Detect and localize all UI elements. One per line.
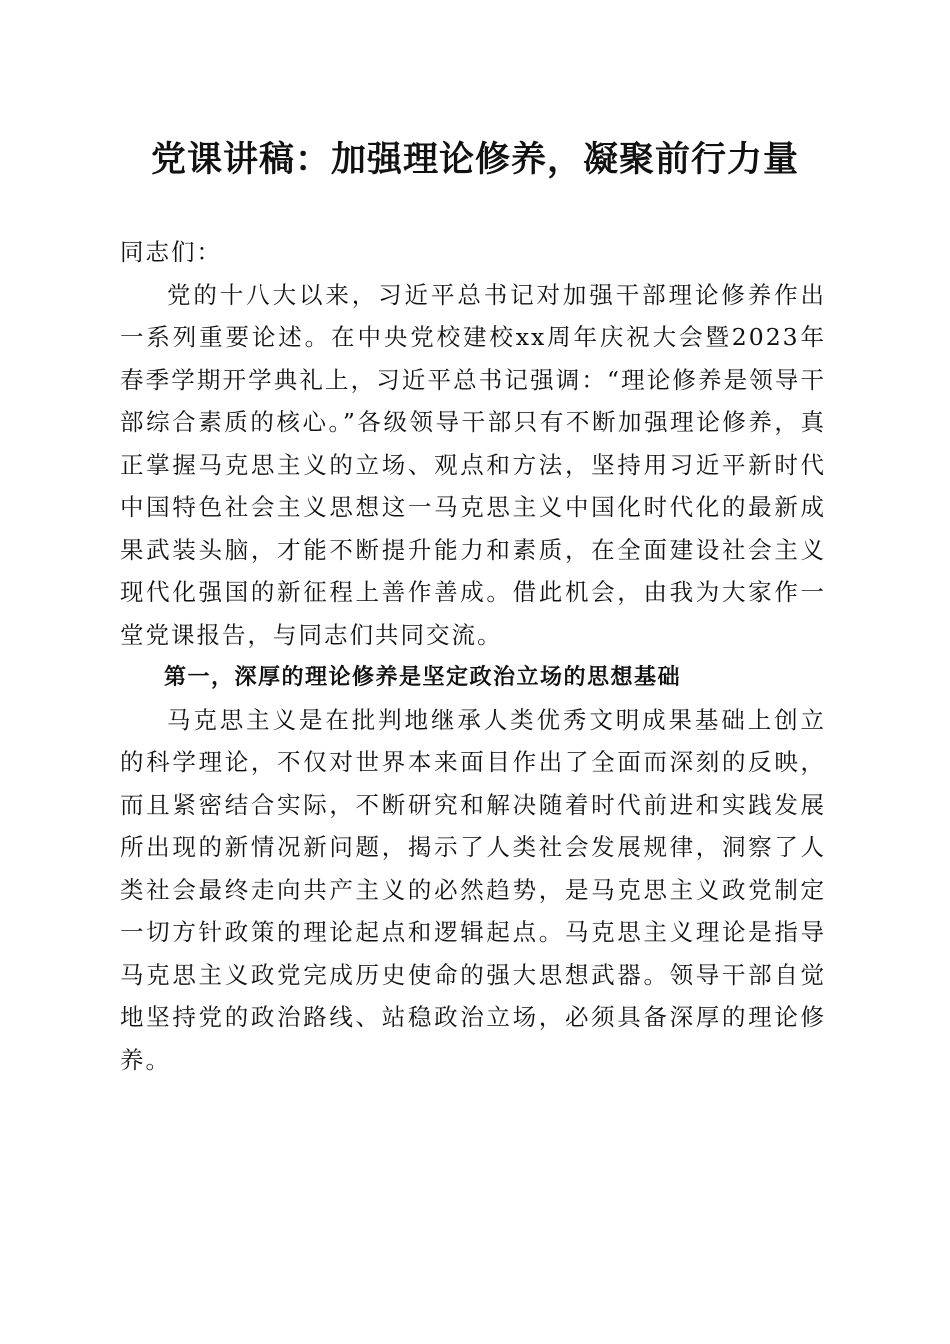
- section-paragraph: 马克思主义是在批判地继承人类优秀文明成果基础上创立的科学理论，不仅对世界本来面目作出了全面而深刻的反映，而且紧密结合实际，不断研究和解决随着时代前进和实践发展所出现的新情况新问题，揭示了人类社会发展规律，洞察了人类社会最终走向共产主义的必然趋势，是马克思主义政党制定一切方针政策的理论起点和逻辑起点。马克思主义理论是指导马克思主义政党完成历史使命的强大思想武器。领导干部自觉地坚持党的政治路线、站稳政治立场，必须具备深厚的理论修养。: [120, 705, 826, 1074]
- salutation: 同志们：: [120, 238, 222, 266]
- document-body: [120, 231, 826, 1081]
- intro-paragraph: 党的十八大以来，习近平总书记对加强干部理论修养作出一系列重要论述。在中央党校建校xx周年庆祝大会暨2023年春季学期开学典礼上，习近平总书记强调：“理论修养是领导干部综合素质的核心。”各级领导干部只有不断加强理论修养，真正掌握马克思主义的立场、观点和方法，坚持用习近平新时代中国特色社会主义思想这一马克思主义中国化时代化的最新成果武装头脑，才能不断提升能力和素质，在全面建设社会主义现代化强国的新征程上善作善成。借此机会，由我为大家作一堂党课报告，与同志们共同交流。: [120, 280, 826, 649]
- section-heading: 第一，深厚的理论修养是坚定政治立场的思想基础: [164, 664, 682, 690]
- document-title: 党课讲稿：加强理论修养，凝聚前行力量: [150, 139, 799, 180]
